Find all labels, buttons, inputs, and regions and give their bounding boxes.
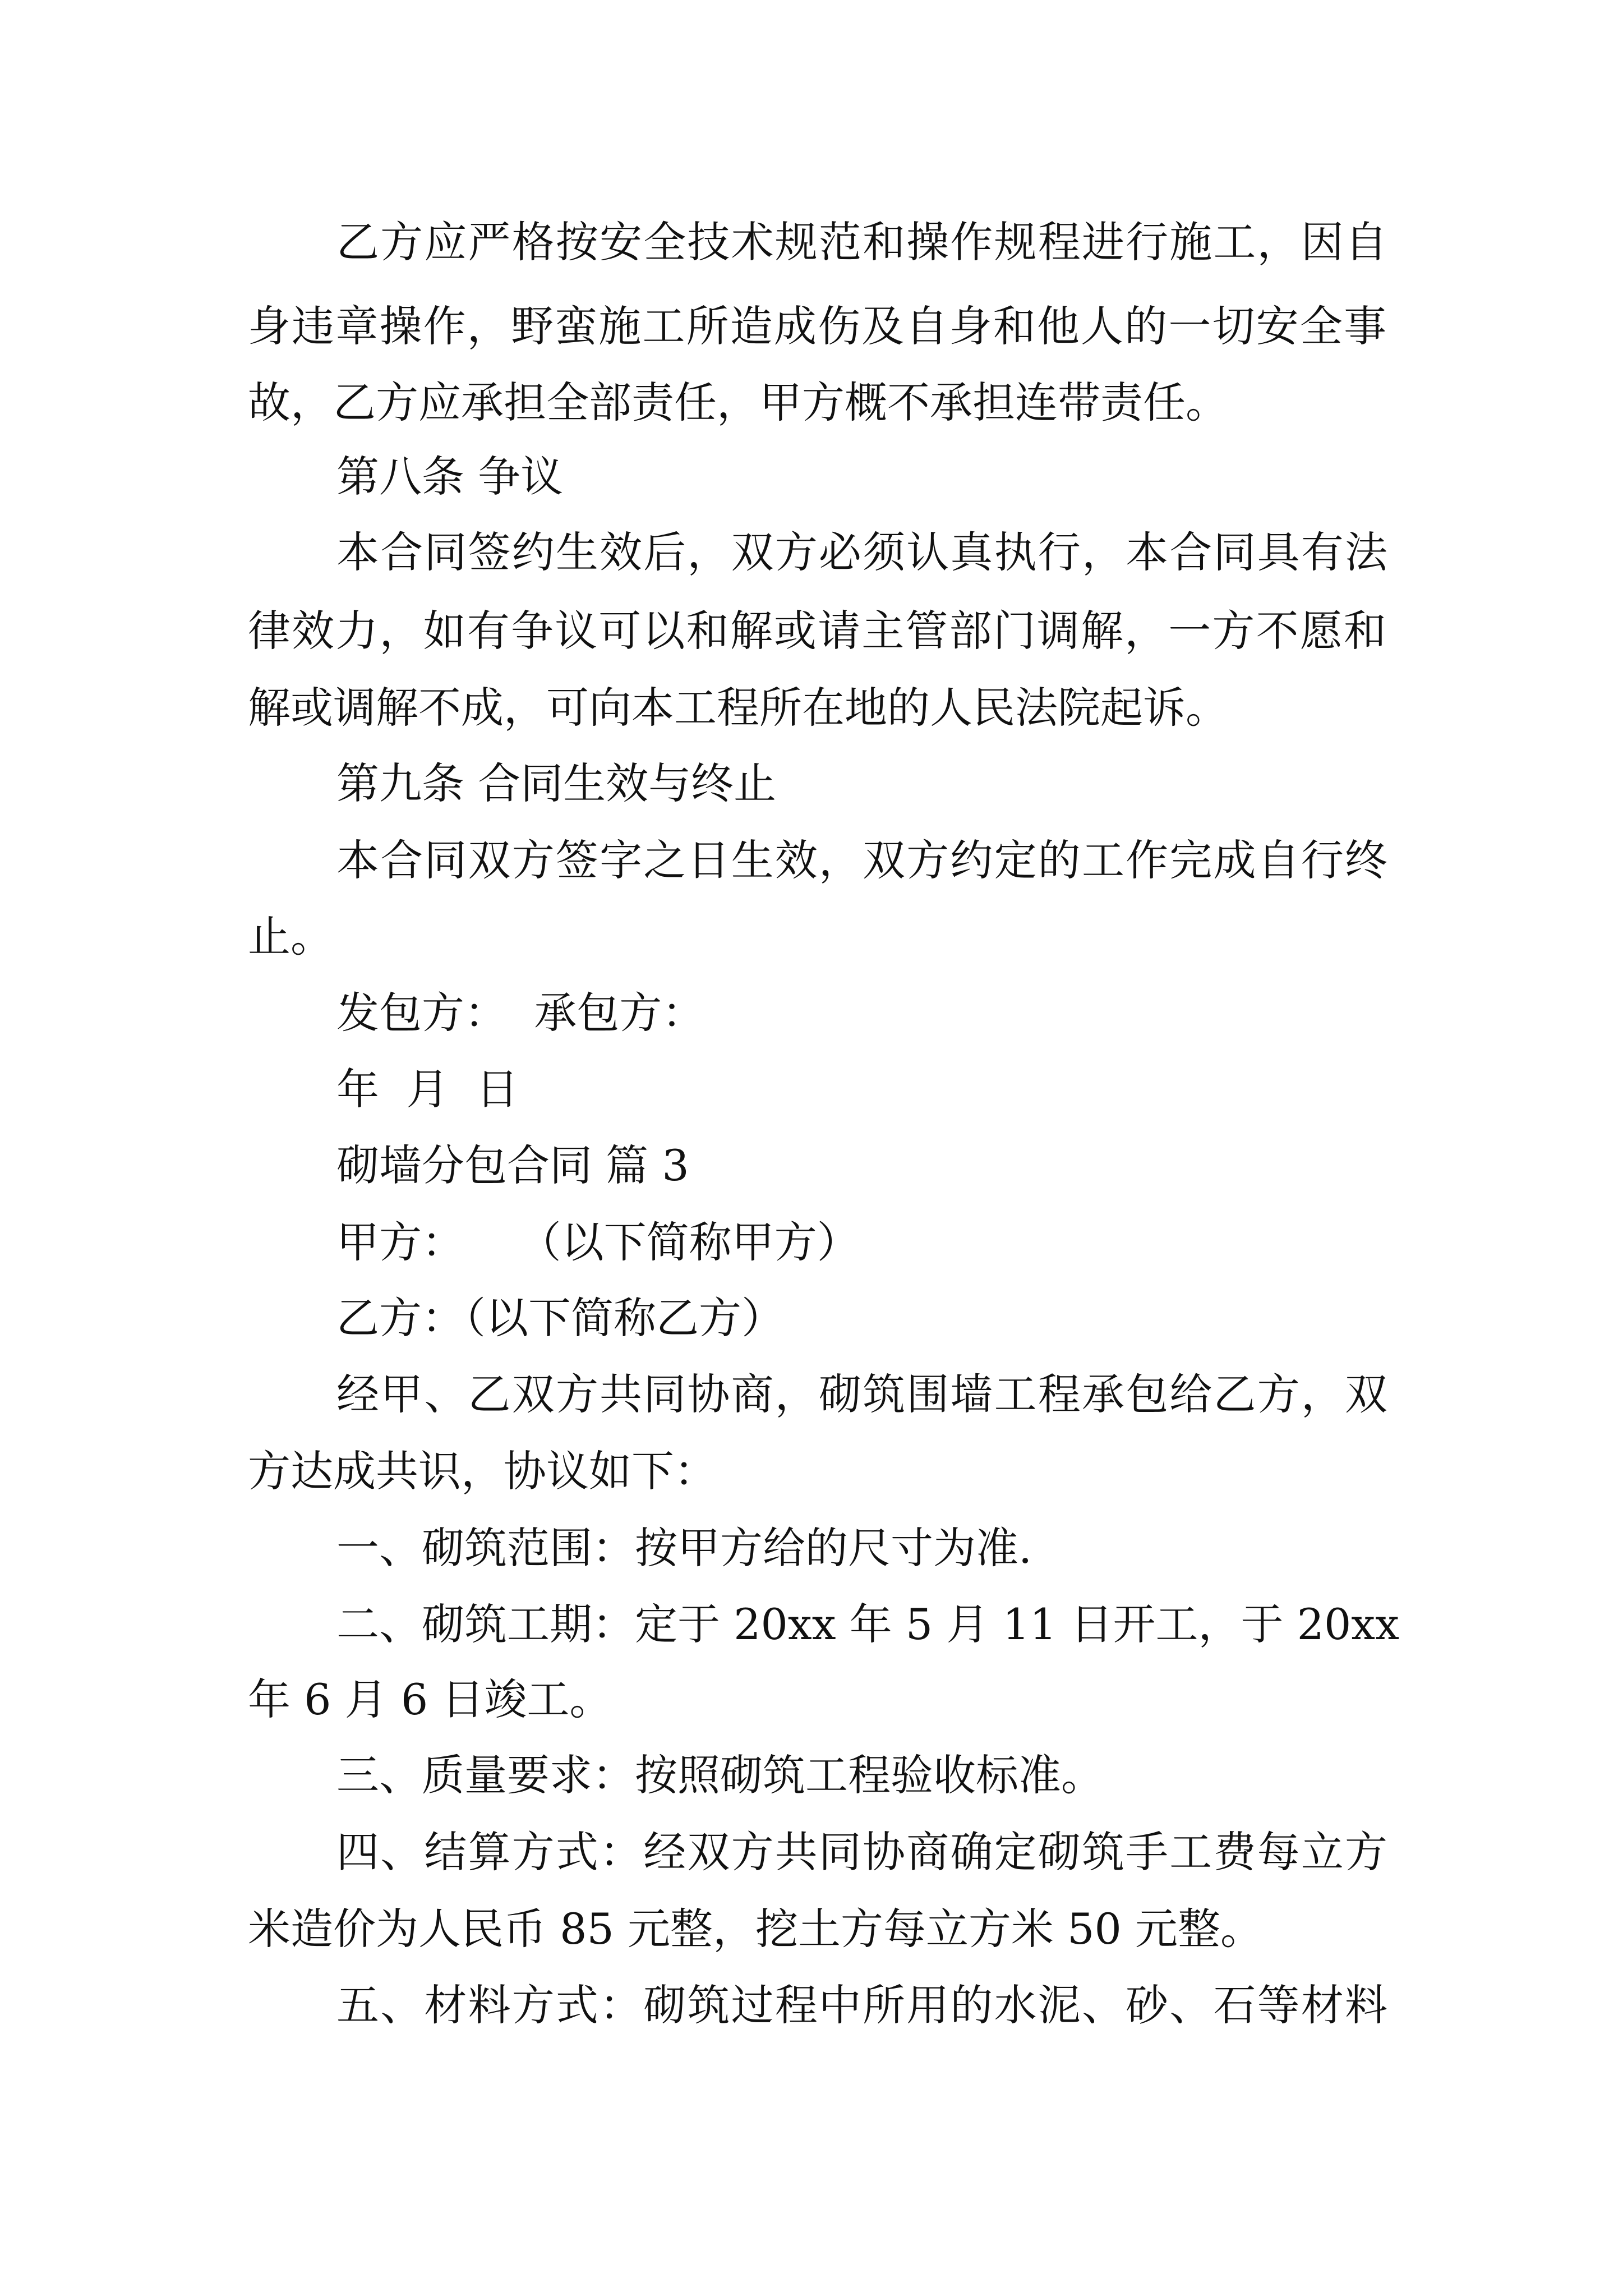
- paragraph-line: 律效力，如有争议可以和解或请主管部门调解，一方不愿和: [248, 606, 1386, 656]
- signature-line: 发包方： 承包方：: [336, 988, 705, 1038]
- paragraph-line: 止。: [248, 912, 333, 961]
- party-line: 甲方： （以下简称甲方）: [336, 1217, 860, 1267]
- section-heading: 第九条 合同生效与终止: [336, 758, 777, 808]
- date-line: 年 月 日: [336, 1064, 519, 1114]
- clause-line: 米造价为人民币 85 元整，挖土方每立方米 50 元整。: [248, 1904, 1264, 1954]
- paragraph-line: 解或调解不成，可向本工程所在地的人民法院起诉。: [248, 683, 1228, 733]
- paragraph-line: 身违章操作，野蛮施工所造成伤及自身和他人的一切安全事: [248, 301, 1386, 351]
- paragraph-line: 方达成共识，协议如下：: [248, 1446, 717, 1496]
- party-line: 乙方：（以下简称乙方）: [336, 1293, 784, 1343]
- paragraph-line: 乙方应严格按安全技术规范和操作规程进行施工，因自: [336, 217, 1387, 267]
- paragraph-line: 故，乙方应承担全部责任，甲方概不承担连带责任。: [248, 378, 1228, 427]
- paragraph-line: 经甲、乙双方共同协商，砌筑围墙工程承包给乙方，双: [336, 1369, 1387, 1419]
- clause-line: 三、质量要求：按照砌筑工程验收标准。: [336, 1750, 1104, 1800]
- clause-line: 二、砌筑工期：定于 20xx 年 5 月 11 日开工，于 20xx: [336, 1599, 1400, 1649]
- section-title: 砌墙分包合同 篇 3: [336, 1140, 689, 1190]
- paragraph-line: 本合同双方签字之日生效，双方约定的工作完成自行终: [336, 835, 1387, 885]
- clause-line: 四、结算方式：经双方共同协商确定砌筑手工费每立方: [336, 1827, 1387, 1877]
- clause-line: 年 6 月 6 日竣工。: [248, 1674, 612, 1724]
- clause-line: 一、砌筑范围：按甲方给的尺寸为准.: [336, 1523, 1032, 1573]
- paragraph-line: 本合同签约生效后，双方必须认真执行，本合同具有法: [336, 527, 1387, 577]
- section-heading: 第八条 争议: [336, 452, 564, 501]
- clause-line: 五、材料方式：砌筑过程中所用的水泥、砂、石等材料: [336, 1980, 1387, 2030]
